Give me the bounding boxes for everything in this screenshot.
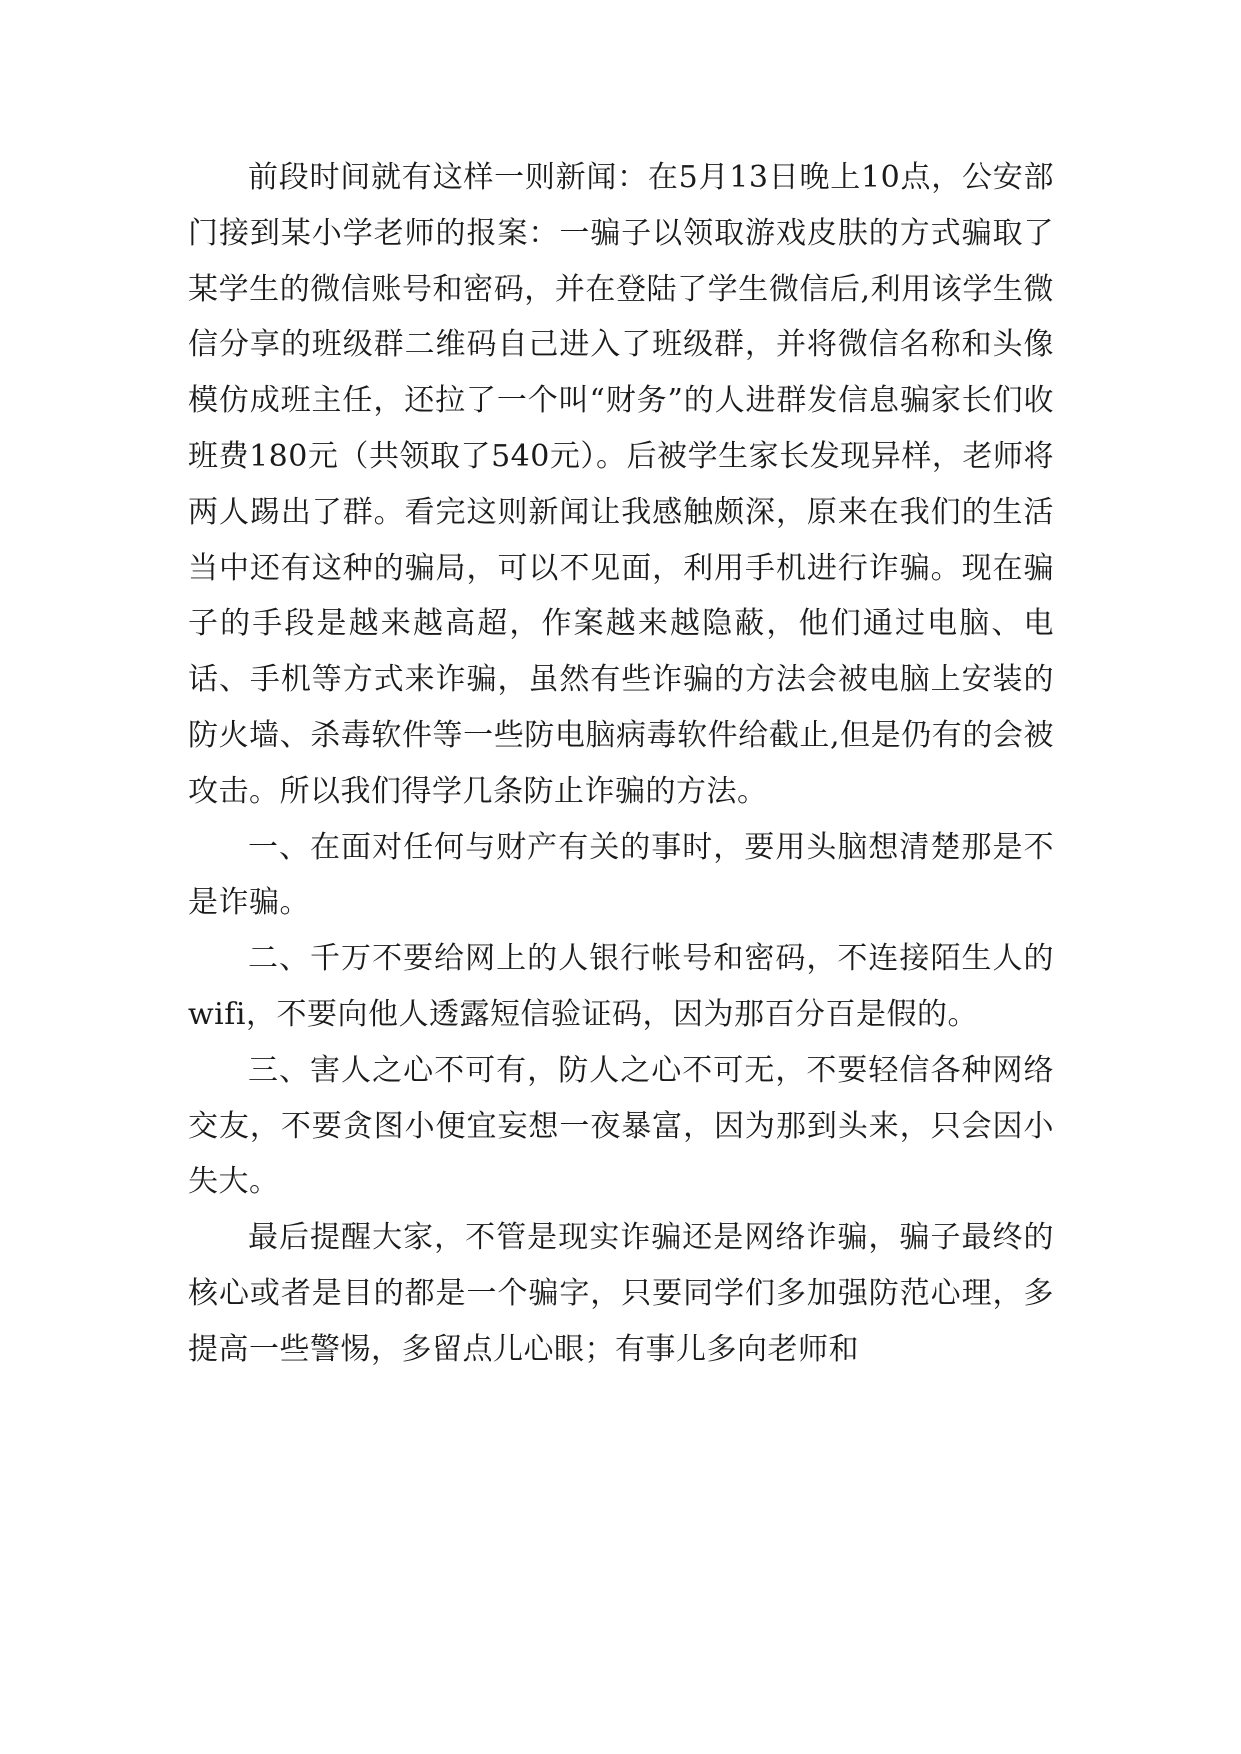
paragraph-tip-three: 三、害人之心不可有，防人之心不可无，不要轻信各种网络交友，不要贪图小便宜妄想一夜暴富，因为那到头来，只会因小失大。 (188, 1052, 1054, 1200)
document-body (188, 150, 1054, 1378)
paragraph-news-story: 前段时间就有这样一则新闻：在5月13日晚上10点，公安部门接到某小学老师的报案：一骗子以领取游戏皮肤的方式骗取了某学生的微信账号和密码，并在登陆了学生微信后,利用该学生微信分享的班级群二维码自己进入了班级群，并将微信名称和头像模仿成班主任，还拉了一个叫“财务”的人进群发信息骗家长们收班费180元（共领取了540元）。后被学生家长发现异样，老师将两人踢出了群。看完这则新闻让我感触颇深，原来在我们的生活当中还有这种的骗局，可以不见面，利用手机进行诈骗。现在骗子的手段是越来越高超，作案越来越隐蔽，他们通过电脑、电话、手机等方式来诈骗，虽然有些诈骗的方法会被电脑上安装的防火墙、杀毒软件等一些防电脑病毒软件给截止,但是仍有的会被攻击。所以我们得学几条防止诈骗的方法。 (188, 160, 1054, 809)
paragraph-tip-two: 二、千万不要给网上的人银行帐号和密码，不连接陌生人的wifi，不要向他人透露短信验证码，因为那百分百是假的。 (188, 941, 1054, 1032)
paragraph-tip-one: 一、在面对任何与财产有关的事时，要用头脑想清楚那是不是诈骗。 (188, 829, 1054, 921)
paragraph-closing-reminder: 最后提醒大家，不管是现实诈骗还是网络诈骗，骗子最终的核心或者是目的都是一个骗字，只要同学们多加强防范心理，多提高一些警惕，多留点儿心眼；有事儿多向老师和 (188, 1220, 1054, 1367)
